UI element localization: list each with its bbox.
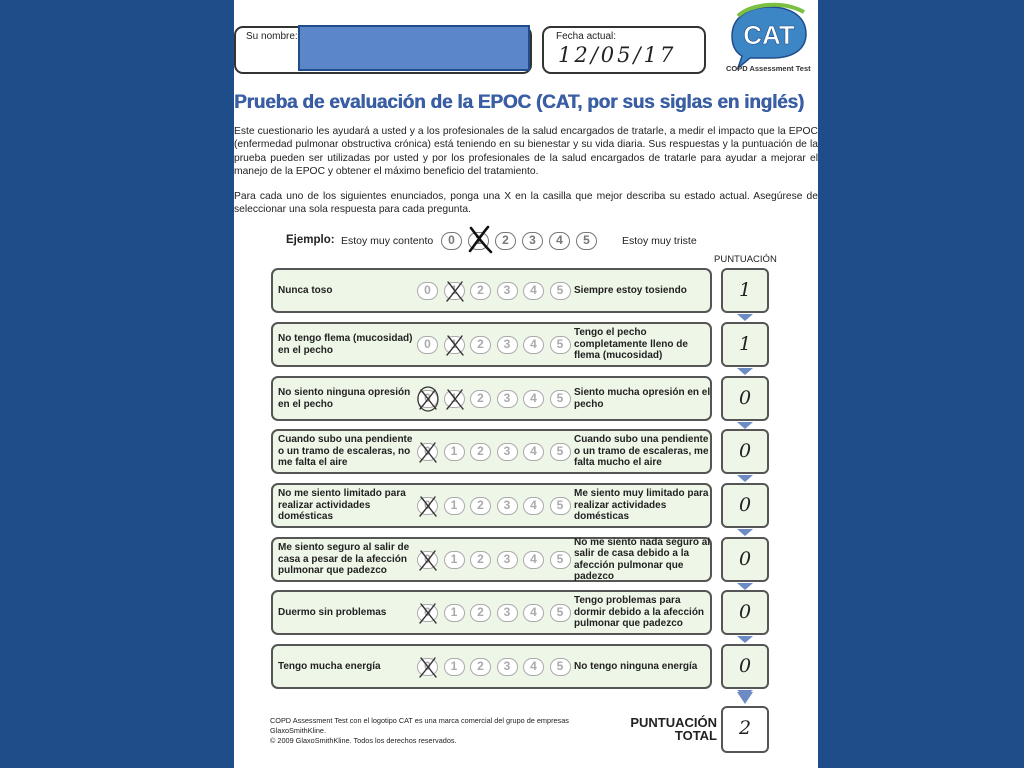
score-box-1[interactable] — [721, 268, 769, 313]
example-option-1: 1 — [468, 232, 489, 250]
question-right-statement: Cuando subo una pendiente o un tramo de escaleras, me falta mucho el aire — [574, 434, 709, 469]
question-row-8 — [271, 644, 712, 689]
question-left-statement: Nunca toso — [278, 284, 333, 296]
score-column-header: PUNTUACIÓN — [714, 254, 777, 265]
score-value: 0 — [738, 387, 752, 409]
answer-option-3[interactable]: 3 — [497, 551, 518, 569]
score-value: 0 — [738, 494, 752, 516]
answer-option-4[interactable]: 4 — [523, 443, 544, 461]
intro-paragraph: Este cuestionario les ayudará a usted y a los profesionales de la salud encargados de tratarle, a medir el impacto que la EPOC (enfermedad pulmonar obstructiva crónica) está teniendo en su bienestar y su vida diaria. Sus respuestas y la puntuación de la prueba pueden ser utilizadas por usted y por los profesionales de la salud encargados de tratarle para ayudar a mejorar el manejo de la EPOC y obtener el máximo beneficio del tratamiento. — [234, 126, 818, 177]
question-left-statement: Tengo mucha energía — [278, 660, 381, 672]
page-title: Prueba de evaluación de la EPOC (CAT, por sus siglas en inglés) — [234, 92, 804, 113]
answer-option-3[interactable]: 3 — [497, 443, 518, 461]
score-box-4[interactable] — [721, 429, 769, 474]
score-arrow-icon — [737, 636, 753, 643]
answer-option-5[interactable]: 5 — [550, 658, 571, 676]
score-arrow-icon — [737, 368, 753, 375]
footer-legal — [270, 716, 620, 746]
answer-option-4[interactable]: 4 — [523, 282, 544, 300]
score-arrow-icon — [737, 422, 753, 429]
answer-option-4[interactable]: 4 — [523, 604, 544, 622]
answer-option-3[interactable]: 3 — [497, 658, 518, 676]
question-left-statement: No siento ninguna opresión en el pecho — [278, 387, 411, 410]
answer-option-1[interactable]: 1 — [444, 551, 465, 569]
question-left-statement: Cuando subo una pendiente o un tramo de escaleras, no me falta el aire — [278, 434, 413, 469]
question-row-3 — [271, 376, 712, 421]
answer-option-0[interactable]: 0 — [417, 282, 438, 300]
question-left-statement: Me siento seguro al salir de casa a pesar de la afección pulmonar que padezco — [278, 542, 410, 577]
answer-option-5[interactable]: 5 — [550, 282, 571, 300]
score-arrow-icon — [737, 583, 753, 590]
answer-option-2[interactable]: 2 — [470, 390, 491, 408]
example-right-text: Estoy muy triste — [622, 235, 697, 247]
answer-option-3[interactable]: 3 — [497, 604, 518, 622]
answer-option-2[interactable]: 2 — [470, 497, 491, 515]
score-box-6[interactable] — [721, 537, 769, 582]
name-box — [234, 26, 532, 74]
total-label-line1: PUNTUACIÓN — [630, 715, 717, 730]
copyright-notice: © 2009 GlaxoSmithKline. Todos los derechos reservados. — [270, 736, 457, 745]
date-value[interactable]: 12/05/17 — [558, 43, 677, 67]
score-box-8[interactable] — [721, 644, 769, 689]
answer-option-2[interactable]: 2 — [470, 443, 491, 461]
question-row-7 — [271, 590, 712, 635]
answer-option-2[interactable]: 2 — [470, 551, 491, 569]
answer-option-0[interactable]: 0 — [417, 497, 438, 515]
answer-option-5[interactable]: 5 — [550, 604, 571, 622]
score-value: 0 — [738, 655, 752, 677]
answer-option-2[interactable]: 2 — [470, 658, 491, 676]
cat-questionnaire-page — [234, 0, 818, 768]
total-score-box[interactable] — [721, 706, 769, 753]
score-arrow-icon — [737, 475, 753, 482]
score-value: 0 — [738, 601, 752, 623]
answer-option-5[interactable]: 5 — [550, 336, 571, 354]
answer-option-5[interactable]: 5 — [550, 551, 571, 569]
logo-caption: COPD Assessment Test — [726, 64, 811, 73]
answer-option-3[interactable]: 3 — [497, 390, 518, 408]
answer-option-5[interactable]: 5 — [550, 390, 571, 408]
answer-option-4[interactable]: 4 — [523, 336, 544, 354]
question-left-statement: No tengo flema (mucosidad) en el pecho — [278, 333, 413, 356]
score-value: 0 — [738, 440, 752, 462]
answer-option-1[interactable]: 1 — [444, 497, 465, 515]
score-value: 1 — [738, 279, 752, 301]
question-row-5 — [271, 483, 712, 528]
answer-option-3[interactable]: 3 — [497, 282, 518, 300]
score-box-2[interactable] — [721, 322, 769, 367]
score-box-5[interactable] — [721, 483, 769, 528]
answer-option-3[interactable]: 3 — [497, 497, 518, 515]
question-right-statement: Tengo problemas para dormir debido a la afección pulmonar que padezco — [574, 595, 705, 630]
score-arrow-icon — [737, 529, 753, 536]
example-option-2: 2 — [495, 232, 516, 250]
example-row — [286, 231, 766, 253]
answer-option-1[interactable]: 1 — [444, 658, 465, 676]
answer-option-0[interactable]: 0 — [417, 604, 438, 622]
date-box — [542, 26, 706, 74]
answer-option-3[interactable]: 3 — [497, 336, 518, 354]
question-row-6 — [271, 537, 712, 582]
example-option-5: 5 — [576, 232, 597, 250]
example-left-text: Estoy muy contento — [341, 235, 434, 247]
answer-option-1[interactable]: 1 — [444, 282, 465, 300]
answer-option-2[interactable]: 2 — [470, 604, 491, 622]
question-row-1 — [271, 268, 712, 313]
question-right-statement: No tengo ninguna energía — [574, 660, 698, 672]
answer-option-0[interactable]: 0 — [417, 443, 438, 461]
question-right-statement: Tengo el pecho completamente lleno de flema (mucosidad) — [574, 327, 688, 362]
name-field-redacted[interactable] — [298, 25, 530, 71]
answer-option-5[interactable]: 5 — [550, 443, 571, 461]
answer-option-1[interactable]: 1 — [444, 390, 465, 408]
answer-option-0[interactable]: 0 — [417, 551, 438, 569]
answer-option-0[interactable]: 0 — [417, 658, 438, 676]
question-right-statement: Siento mucha opresión en el pecho — [574, 387, 711, 410]
answer-option-0[interactable]: 0 — [417, 390, 438, 408]
score-box-3[interactable] — [721, 376, 769, 421]
example-option-3: 3 — [522, 232, 543, 250]
question-right-statement: Me siento muy limitado para realizar actividades domésticas — [574, 488, 709, 523]
example-option-0: 0 — [441, 232, 462, 250]
score-arrow-icon — [737, 314, 753, 321]
score-value: 1 — [738, 333, 752, 355]
answer-option-4[interactable]: 4 — [523, 658, 544, 676]
total-score-value: 2 — [738, 717, 752, 739]
answer-option-2[interactable]: 2 — [470, 336, 491, 354]
trademark-notice: COPD Assessment Test con el logotipo CAT es una marca comercial del grupo de empresas GlaxoSmithKline. — [270, 716, 569, 735]
instructions-paragraph: Para cada uno de los siguientes enunciados, ponga una X en la casilla que mejor describa su estado actual. Asegúrese de seleccionar una sola respuesta para cada pregunta. — [234, 191, 818, 216]
answer-option-0[interactable]: 0 — [417, 336, 438, 354]
answer-option-4[interactable]: 4 — [523, 497, 544, 515]
example-option-4: 4 — [549, 232, 570, 250]
example-label: Ejemplo: — [286, 234, 335, 246]
date-label: Fecha actual: — [556, 31, 617, 42]
answer-option-2[interactable]: 2 — [470, 282, 491, 300]
score-value: 0 — [738, 548, 752, 570]
total-score-label — [615, 716, 717, 742]
question-left-statement: Duermo sin problemas — [278, 606, 387, 618]
answer-option-4[interactable]: 4 — [523, 551, 544, 569]
question-row-2 — [271, 322, 712, 367]
total-arrow-icon — [737, 692, 753, 704]
answer-option-1[interactable]: 1 — [444, 336, 465, 354]
answer-option-5[interactable]: 5 — [550, 497, 571, 515]
answer-option-1[interactable]: 1 — [444, 604, 465, 622]
answer-option-4[interactable]: 4 — [523, 390, 544, 408]
question-row-4 — [271, 429, 712, 474]
question-right-statement: Siempre estoy tosiendo — [574, 284, 687, 296]
name-label: Su nombre: — [246, 31, 298, 42]
answer-option-1[interactable]: 1 — [444, 443, 465, 461]
logo-text: CAT — [743, 20, 795, 50]
question-left-statement: No me siento limitado para realizar actividades domésticas — [278, 488, 406, 523]
total-label-line2: TOTAL — [674, 728, 717, 743]
score-box-7[interactable] — [721, 590, 769, 635]
question-right-statement: No me siento nada seguro al salir de casa debido a la afección pulmonar que padezco — [574, 536, 711, 582]
